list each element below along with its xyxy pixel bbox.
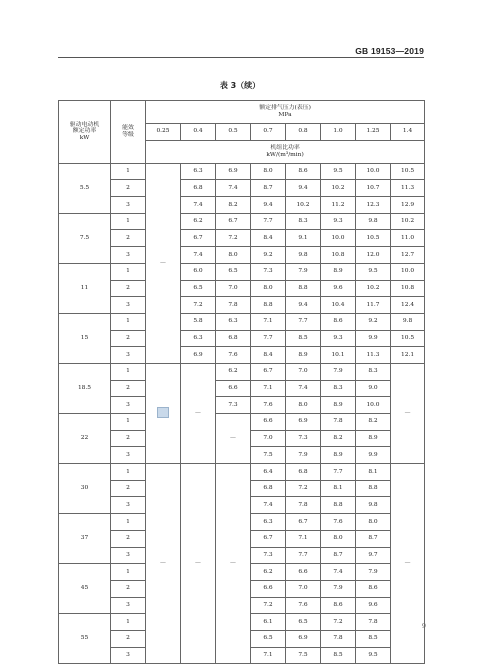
grade-cell: 3 [111, 197, 146, 214]
grade-cell: 1 [111, 464, 146, 481]
value-cell: 9.4 [251, 197, 286, 214]
value-cell: 6.9 [286, 414, 321, 431]
value-cell: 7.9 [321, 363, 356, 380]
grade-cell: 3 [111, 547, 146, 564]
value-cell: 8.4 [251, 230, 286, 247]
table-row [59, 230, 425, 247]
col-power-header: 驱动电动机 额定功率 kW [59, 101, 111, 164]
value-cell: 8.3 [356, 363, 391, 380]
value-cell: 6.1 [251, 614, 286, 631]
grade-cell: 1 [111, 163, 146, 180]
grade-cell: 3 [111, 447, 146, 464]
value-cell: 6.9 [216, 163, 251, 180]
value-cell: 8.7 [251, 180, 286, 197]
value-cell: 10.1 [321, 347, 356, 364]
table-row [59, 330, 425, 347]
value-cell: 9.8 [286, 247, 321, 264]
grade-cell: 2 [111, 480, 146, 497]
value-cell: 8.5 [321, 647, 356, 664]
page-number: 9 [421, 622, 426, 630]
value-cell: 8.7 [321, 547, 356, 564]
pressure-cell: 1.0 [321, 124, 356, 141]
grade-cell: 1 [111, 414, 146, 431]
value-cell: 8.8 [251, 297, 286, 314]
value-cell: 7.8 [356, 614, 391, 631]
col-grade-header: 能效 等级 [111, 101, 146, 164]
value-cell: 10.2 [356, 280, 391, 297]
grade-cell: 1 [111, 263, 146, 280]
value-cell: 8.0 [356, 514, 391, 531]
value-cell: 9.0 [356, 380, 391, 397]
dash-cell: — [391, 464, 425, 664]
value-cell: 7.3 [286, 430, 321, 447]
power-cell: 11 [59, 263, 111, 313]
value-cell: 9.7 [356, 547, 391, 564]
value-cell: 7.9 [286, 447, 321, 464]
value-cell: 7.6 [286, 597, 321, 614]
value-cell: 9.5 [356, 647, 391, 664]
grade-cell: 2 [111, 430, 146, 447]
value-cell: 6.3 [251, 514, 286, 531]
value-cell: 12.9 [391, 197, 425, 214]
value-cell: 6.5 [286, 614, 321, 631]
value-cell: 8.8 [321, 497, 356, 514]
pressure-cell: 0.7 [251, 124, 286, 141]
value-cell: 10.5 [391, 163, 425, 180]
value-cell: 6.8 [286, 464, 321, 481]
pressure-cell: 0.5 [216, 124, 251, 141]
value-cell: 7.3 [251, 263, 286, 280]
value-cell: 9.8 [391, 313, 425, 330]
value-cell: 7.9 [356, 564, 391, 581]
value-cell: 7.5 [251, 447, 286, 464]
value-cell: 10.8 [391, 280, 425, 297]
value-cell: 8.0 [216, 247, 251, 264]
watermark-logo [157, 407, 169, 418]
value-cell: 9.8 [356, 497, 391, 514]
value-cell: 6.6 [286, 564, 321, 581]
value-cell: 6.8 [216, 330, 251, 347]
value-cell: 7.2 [251, 597, 286, 614]
grade-cell: 2 [111, 630, 146, 647]
value-cell: 8.2 [356, 414, 391, 431]
table-row [59, 247, 425, 264]
value-cell: 10.7 [356, 180, 391, 197]
value-cell: 11.3 [391, 180, 425, 197]
table-row [59, 213, 425, 230]
power-cell: 15 [59, 313, 111, 363]
table-row [59, 380, 425, 397]
value-cell: 10.2 [391, 213, 425, 230]
value-cell: 12.0 [356, 247, 391, 264]
value-cell: 7.4 [181, 197, 216, 214]
value-cell: 7.7 [286, 547, 321, 564]
value-cell: 6.7 [286, 514, 321, 531]
dash-cell: — [181, 363, 216, 463]
value-cell: 8.9 [321, 397, 356, 414]
value-cell: 8.8 [286, 280, 321, 297]
value-cell: 6.6 [251, 414, 286, 431]
value-cell: 6.3 [181, 163, 216, 180]
value-cell: 9.5 [321, 163, 356, 180]
value-cell: 7.7 [251, 213, 286, 230]
value-cell: 8.5 [286, 330, 321, 347]
value-cell: 8.1 [321, 480, 356, 497]
value-cell: 7.8 [216, 297, 251, 314]
value-cell: 7.4 [286, 380, 321, 397]
value-cell: 7.0 [251, 430, 286, 447]
grade-cell: 1 [111, 614, 146, 631]
value-cell: 8.3 [321, 380, 356, 397]
grade-cell: 1 [111, 313, 146, 330]
value-cell: 9.3 [321, 330, 356, 347]
pressure-cell: 1.25 [356, 124, 391, 141]
header-rule [58, 57, 424, 58]
value-cell: 8.9 [286, 347, 321, 364]
power-cell: 30 [59, 464, 111, 514]
value-cell: 7.4 [181, 247, 216, 264]
value-cell: 9.4 [286, 297, 321, 314]
dash-cell: — [216, 464, 251, 664]
pressure-cell: 1.4 [391, 124, 425, 141]
value-cell: 7.9 [321, 580, 356, 597]
grade-cell: 1 [111, 564, 146, 581]
value-cell: 6.4 [251, 464, 286, 481]
power-cell: 55 [59, 614, 111, 664]
value-cell: 11.2 [321, 197, 356, 214]
table-row [59, 297, 425, 314]
value-cell: 7.1 [251, 380, 286, 397]
value-cell: 6.2 [181, 213, 216, 230]
value-cell: 7.0 [286, 363, 321, 380]
value-cell: 12.1 [391, 347, 425, 364]
value-cell: 7.9 [286, 263, 321, 280]
value-cell: 8.2 [321, 430, 356, 447]
value-cell: 6.2 [251, 564, 286, 581]
value-cell: 10.0 [356, 163, 391, 180]
value-cell: 8.9 [321, 263, 356, 280]
value-cell: 7.2 [216, 230, 251, 247]
grade-cell: 3 [111, 647, 146, 664]
value-cell: 8.6 [286, 163, 321, 180]
value-cell: 8.1 [356, 464, 391, 481]
value-cell: 6.9 [181, 347, 216, 364]
value-cell: 7.7 [251, 330, 286, 347]
value-cell: 8.0 [321, 530, 356, 547]
value-cell: 7.7 [321, 464, 356, 481]
value-cell: 6.9 [286, 630, 321, 647]
table-caption: 表 3（续） [219, 81, 261, 90]
table-row [59, 464, 425, 481]
value-cell: 8.0 [286, 397, 321, 414]
ratio-header: 机组比功率 kW/(m³/min) [146, 140, 425, 163]
table-row [59, 313, 425, 330]
grade-cell: 2 [111, 530, 146, 547]
value-cell: 7.2 [321, 614, 356, 631]
value-cell: 7.3 [216, 397, 251, 414]
value-cell: 9.5 [356, 263, 391, 280]
grade-cell: 2 [111, 330, 146, 347]
value-cell: 8.0 [251, 280, 286, 297]
value-cell: 9.9 [356, 330, 391, 347]
table-row [59, 263, 425, 280]
value-cell: 10.0 [391, 263, 425, 280]
value-cell: 8.4 [251, 347, 286, 364]
dash-cell: — [391, 363, 425, 463]
grade-cell: 1 [111, 363, 146, 380]
value-cell: 12.4 [391, 297, 425, 314]
value-cell: 11.7 [356, 297, 391, 314]
value-cell: 8.6 [321, 313, 356, 330]
value-cell: 9.8 [356, 213, 391, 230]
value-cell: 12.7 [391, 247, 425, 264]
value-cell: 7.8 [321, 630, 356, 647]
value-cell: 9.6 [321, 280, 356, 297]
power-cell: 37 [59, 514, 111, 564]
value-cell: 6.6 [216, 380, 251, 397]
standard-number: GB 19153—2019 [355, 46, 424, 56]
value-cell: 8.9 [321, 447, 356, 464]
value-cell: 7.3 [251, 547, 286, 564]
value-cell: 7.1 [286, 530, 321, 547]
value-cell: 9.2 [251, 247, 286, 264]
value-cell: 6.6 [251, 580, 286, 597]
value-cell: 10.4 [321, 297, 356, 314]
value-cell: 7.6 [321, 514, 356, 531]
value-cell: 10.5 [391, 330, 425, 347]
value-cell: 6.5 [181, 280, 216, 297]
value-cell: 6.5 [251, 630, 286, 647]
value-cell: 6.3 [181, 330, 216, 347]
value-cell: 5.8 [181, 313, 216, 330]
value-cell: 11.3 [356, 347, 391, 364]
value-cell: 6.3 [216, 313, 251, 330]
table-row [59, 280, 425, 297]
value-cell: 8.6 [356, 580, 391, 597]
table-row [59, 397, 425, 414]
value-cell: 7.6 [251, 397, 286, 414]
value-cell: 8.2 [216, 197, 251, 214]
value-cell: 7.4 [216, 180, 251, 197]
value-cell: 9.2 [356, 313, 391, 330]
value-cell: 9.3 [321, 213, 356, 230]
value-cell: 8.3 [286, 213, 321, 230]
grade-cell: 3 [111, 297, 146, 314]
value-cell: 7.0 [286, 580, 321, 597]
value-cell: 7.2 [286, 480, 321, 497]
value-cell: 7.7 [286, 313, 321, 330]
dash-cell: — [216, 414, 251, 464]
grade-cell: 1 [111, 213, 146, 230]
grade-cell: 3 [111, 247, 146, 264]
logo-cell [146, 363, 181, 463]
value-cell: 6.8 [251, 480, 286, 497]
value-cell: 12.3 [356, 197, 391, 214]
grade-cell: 3 [111, 347, 146, 364]
value-cell: 6.7 [181, 230, 216, 247]
dash-cell: — [146, 163, 181, 363]
value-cell: 7.5 [286, 647, 321, 664]
value-cell: 8.5 [356, 630, 391, 647]
value-cell: 7.2 [181, 297, 216, 314]
value-cell: 7.0 [216, 280, 251, 297]
grade-cell: 1 [111, 514, 146, 531]
power-cell: 7.5 [59, 213, 111, 263]
value-cell: 8.9 [356, 430, 391, 447]
table-row [59, 180, 425, 197]
value-cell: 8.8 [356, 480, 391, 497]
value-cell: 11.0 [391, 230, 425, 247]
value-cell: 7.4 [321, 564, 356, 581]
value-cell: 10.2 [286, 197, 321, 214]
value-cell: 10.5 [356, 230, 391, 247]
value-cell: 7.8 [286, 497, 321, 514]
table-row [59, 197, 425, 214]
value-cell: 10.0 [321, 230, 356, 247]
dash-cell: — [146, 464, 181, 664]
value-cell: 8.7 [356, 530, 391, 547]
value-cell: 6.5 [216, 263, 251, 280]
table-row [59, 363, 425, 380]
power-cell: 18.5 [59, 363, 111, 413]
value-cell: 6.7 [251, 530, 286, 547]
grade-cell: 2 [111, 380, 146, 397]
value-cell: 10.2 [321, 180, 356, 197]
value-cell: 9.4 [286, 180, 321, 197]
value-cell: 8.6 [321, 597, 356, 614]
value-cell: 7.4 [251, 497, 286, 514]
dash-cell: — [181, 464, 216, 664]
value-cell: 9.9 [356, 447, 391, 464]
value-cell: 8.0 [251, 163, 286, 180]
grade-cell: 2 [111, 230, 146, 247]
power-cell: 22 [59, 414, 111, 464]
value-cell: 6.7 [251, 363, 286, 380]
power-cell: 45 [59, 564, 111, 614]
value-cell: 6.2 [216, 363, 251, 380]
grade-cell: 3 [111, 597, 146, 614]
value-cell: 7.1 [251, 647, 286, 664]
grade-cell: 2 [111, 280, 146, 297]
value-cell: 7.6 [216, 347, 251, 364]
grade-cell: 2 [111, 580, 146, 597]
table-row [59, 414, 425, 431]
table-row [59, 163, 425, 180]
pressure-cell: 0.8 [286, 124, 321, 141]
spec-table [58, 100, 425, 664]
value-cell: 6.7 [216, 213, 251, 230]
pressure-header: 额定排气压力(表压) MPa [146, 101, 425, 124]
pressure-cell: 0.4 [181, 124, 216, 141]
value-cell: 9.1 [286, 230, 321, 247]
table-row [59, 347, 425, 364]
grade-cell: 3 [111, 497, 146, 514]
value-cell: 10.0 [356, 397, 391, 414]
grade-cell: 2 [111, 180, 146, 197]
value-cell: 6.0 [181, 263, 216, 280]
grade-cell: 3 [111, 397, 146, 414]
value-cell: 9.6 [356, 597, 391, 614]
value-cell: 10.8 [321, 247, 356, 264]
value-cell: 7.8 [321, 414, 356, 431]
value-cell: 6.8 [181, 180, 216, 197]
power-cell: 5.5 [59, 163, 111, 213]
value-cell: 7.1 [251, 313, 286, 330]
pressure-cell: 0.25 [146, 124, 181, 141]
